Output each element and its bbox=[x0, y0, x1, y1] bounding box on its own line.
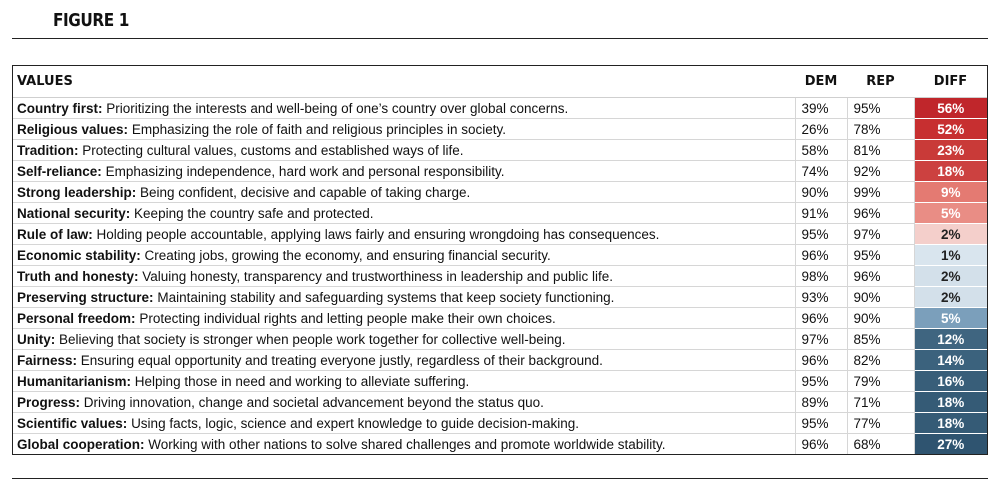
table-row bbox=[13, 371, 987, 392]
value-cell bbox=[13, 371, 795, 392]
value-name: Self-reliance: bbox=[17, 163, 102, 179]
table-row bbox=[13, 224, 987, 245]
value-name: Unity: bbox=[17, 331, 56, 347]
values-table-container bbox=[12, 65, 988, 455]
rep-percent: 95% bbox=[847, 98, 914, 119]
table-row bbox=[13, 287, 987, 308]
diff-percent: 2% bbox=[914, 287, 987, 308]
value-name: Scientific values: bbox=[17, 415, 128, 431]
table-row bbox=[13, 413, 987, 434]
value-name: Preserving structure: bbox=[17, 289, 154, 305]
rep-percent: 90% bbox=[847, 308, 914, 329]
dem-percent: 90% bbox=[795, 182, 847, 203]
table-row bbox=[13, 329, 987, 350]
diff-percent: 14% bbox=[914, 350, 987, 371]
value-description: Emphasizing independence, hard work and personal responsibility. bbox=[105, 163, 505, 179]
dem-percent: 74% bbox=[795, 161, 847, 182]
diff-percent: 2% bbox=[914, 224, 987, 245]
value-description: Protecting cultural values, customs and established ways of life. bbox=[82, 142, 464, 158]
diff-percent: 5% bbox=[914, 308, 987, 329]
diff-percent: 27% bbox=[914, 434, 987, 455]
rep-percent: 82% bbox=[847, 350, 914, 371]
value-cell bbox=[13, 98, 795, 119]
dem-percent: 95% bbox=[795, 413, 847, 434]
diff-percent: 18% bbox=[914, 392, 987, 413]
dem-percent: 89% bbox=[795, 392, 847, 413]
rep-percent: 85% bbox=[847, 329, 914, 350]
value-cell bbox=[13, 161, 795, 182]
diff-percent: 12% bbox=[914, 329, 987, 350]
diff-percent: 23% bbox=[914, 140, 987, 161]
table-row bbox=[13, 98, 987, 119]
value-cell bbox=[13, 413, 795, 434]
dem-percent: 97% bbox=[795, 329, 847, 350]
value-cell bbox=[13, 245, 795, 266]
value-name: Tradition: bbox=[17, 142, 79, 158]
table-body bbox=[13, 98, 987, 455]
dem-percent: 96% bbox=[795, 434, 847, 455]
rep-percent: 96% bbox=[847, 203, 914, 224]
value-description: Valuing honesty, transparency and trustworthiness in leadership and public life. bbox=[142, 268, 614, 284]
rep-percent: 99% bbox=[847, 182, 914, 203]
rep-percent: 92% bbox=[847, 161, 914, 182]
value-cell bbox=[13, 182, 795, 203]
values-table bbox=[13, 66, 987, 454]
rep-percent: 96% bbox=[847, 266, 914, 287]
value-name: National security: bbox=[17, 205, 131, 221]
value-name: Rule of law: bbox=[17, 226, 93, 242]
dem-percent: 95% bbox=[795, 224, 847, 245]
value-name: Fairness: bbox=[17, 352, 78, 368]
figure-title: FIGURE 1 bbox=[53, 10, 129, 31]
table-row bbox=[13, 245, 987, 266]
value-name: Truth and honesty: bbox=[17, 268, 139, 284]
rep-percent: 95% bbox=[847, 245, 914, 266]
table-row bbox=[13, 203, 987, 224]
top-divider bbox=[12, 38, 988, 39]
rep-percent: 79% bbox=[847, 371, 914, 392]
value-description: Ensuring equal opportunity and treating everyone justly, regardless of their background. bbox=[80, 352, 603, 368]
value-cell bbox=[13, 308, 795, 329]
value-name: Strong leadership: bbox=[17, 184, 137, 200]
rep-percent: 68% bbox=[847, 434, 914, 455]
value-cell bbox=[13, 224, 795, 245]
value-description: Holding people accountable, applying laws fairly and ensuring wrongdoing has consequences. bbox=[96, 226, 660, 242]
table-row bbox=[13, 140, 987, 161]
value-cell bbox=[13, 203, 795, 224]
dem-percent: 39% bbox=[795, 98, 847, 119]
value-name: Humanitarianism: bbox=[17, 373, 132, 389]
value-name: Personal freedom: bbox=[17, 310, 136, 326]
dem-percent: 96% bbox=[795, 350, 847, 371]
table-row bbox=[13, 350, 987, 371]
value-cell bbox=[13, 392, 795, 413]
value-cell bbox=[13, 287, 795, 308]
table-row bbox=[13, 434, 987, 455]
table-row bbox=[13, 182, 987, 203]
dem-percent: 96% bbox=[795, 308, 847, 329]
header-values: VALUES bbox=[13, 66, 795, 98]
dem-percent: 95% bbox=[795, 371, 847, 392]
value-name: Country first: bbox=[17, 100, 103, 116]
value-description: Being confident, decisive and capable of taking charge. bbox=[140, 184, 471, 200]
value-description: Working with other nations to solve shared challenges and promote worldwide stability. bbox=[148, 436, 666, 452]
value-name: Economic stability: bbox=[17, 247, 141, 263]
value-description: Believing that society is stronger when people work together for collective well-being. bbox=[59, 331, 566, 347]
diff-percent: 52% bbox=[914, 119, 987, 140]
value-name: Religious values: bbox=[17, 121, 129, 137]
dem-percent: 58% bbox=[795, 140, 847, 161]
value-name: Global cooperation: bbox=[17, 436, 145, 452]
table-row bbox=[13, 308, 987, 329]
diff-percent: 5% bbox=[914, 203, 987, 224]
diff-percent: 56% bbox=[914, 98, 987, 119]
rep-percent: 71% bbox=[847, 392, 914, 413]
dem-percent: 91% bbox=[795, 203, 847, 224]
value-cell bbox=[13, 329, 795, 350]
diff-percent: 9% bbox=[914, 182, 987, 203]
value-description: Using facts, logic, science and expert knowledge to guide decision-making. bbox=[131, 415, 580, 431]
rep-percent: 77% bbox=[847, 413, 914, 434]
value-description: Maintaining stability and safeguarding systems that keep society functioning. bbox=[157, 289, 615, 305]
table-row bbox=[13, 266, 987, 287]
value-cell bbox=[13, 434, 795, 455]
value-description: Helping those in need and working to alleviate suffering. bbox=[134, 373, 470, 389]
dem-percent: 98% bbox=[795, 266, 847, 287]
bottom-divider bbox=[12, 478, 988, 479]
diff-percent: 2% bbox=[914, 266, 987, 287]
table-header-row bbox=[13, 66, 987, 98]
rep-percent: 97% bbox=[847, 224, 914, 245]
table-row bbox=[13, 119, 987, 140]
value-description: Prioritizing the interests and well-being of one’s country over global concerns. bbox=[106, 100, 569, 116]
value-description: Protecting individual rights and letting people make their own choices. bbox=[139, 310, 556, 326]
value-description: Driving innovation, change and societal advancement beyond the status quo. bbox=[83, 394, 544, 410]
value-cell bbox=[13, 140, 795, 161]
value-name: Progress: bbox=[17, 394, 81, 410]
header-diff: DIFF bbox=[914, 66, 987, 98]
table-row bbox=[13, 392, 987, 413]
dem-percent: 96% bbox=[795, 245, 847, 266]
dem-percent: 26% bbox=[795, 119, 847, 140]
dem-percent: 93% bbox=[795, 287, 847, 308]
value-cell bbox=[13, 266, 795, 287]
value-cell bbox=[13, 350, 795, 371]
value-description: Emphasizing the role of faith and religious principles in society. bbox=[131, 121, 507, 137]
table-row bbox=[13, 161, 987, 182]
diff-percent: 16% bbox=[914, 371, 987, 392]
header-dem: DEM bbox=[795, 66, 847, 98]
value-description: Keeping the country safe and protected. bbox=[134, 205, 374, 221]
rep-percent: 90% bbox=[847, 287, 914, 308]
header-rep: REP bbox=[847, 66, 914, 98]
diff-percent: 18% bbox=[914, 413, 987, 434]
diff-percent: 1% bbox=[914, 245, 987, 266]
value-description: Creating jobs, growing the economy, and ensuring financial security. bbox=[144, 247, 551, 263]
rep-percent: 81% bbox=[847, 140, 914, 161]
rep-percent: 78% bbox=[847, 119, 914, 140]
diff-percent: 18% bbox=[914, 161, 987, 182]
value-cell bbox=[13, 119, 795, 140]
